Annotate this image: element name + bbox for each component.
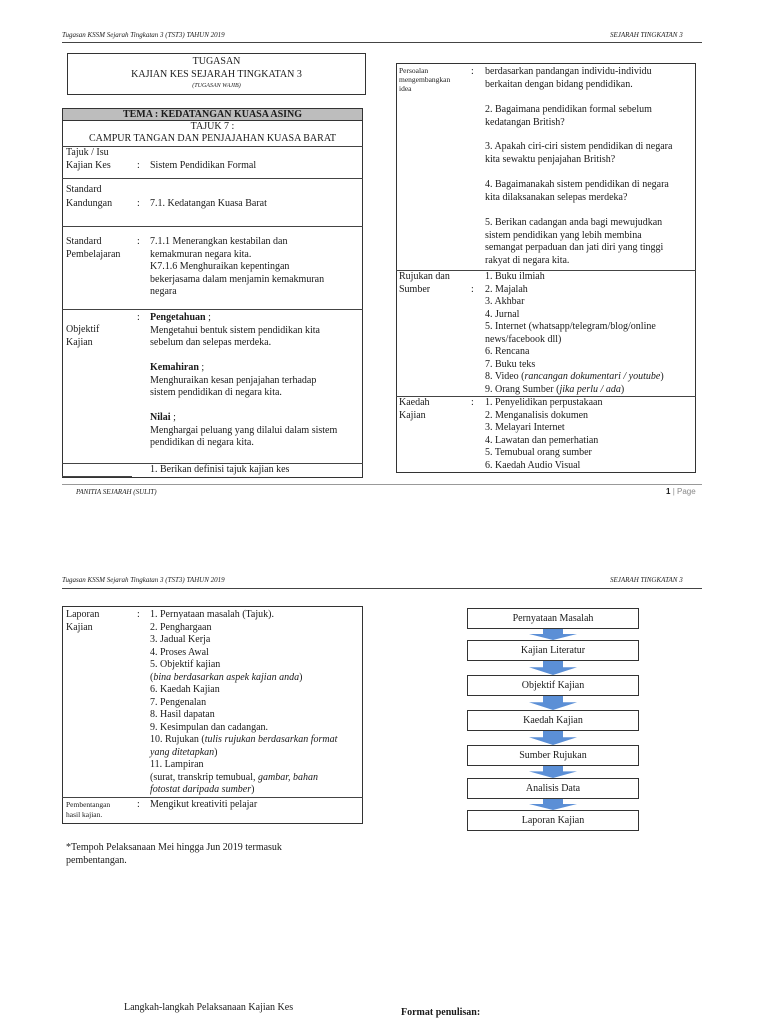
tajuk-title: CAMPUR TANGAN DAN PENJAJAHAN KUASA BARAT	[88, 133, 337, 144]
tempoh-note-2: pembentangan.	[66, 855, 127, 866]
format-caption: Format penulisan:	[401, 1007, 481, 1018]
flow-arrow-icon	[523, 661, 583, 675]
kaedah-item: 6. Kaedah Audio Visual	[485, 459, 581, 471]
laporan-item-10-note-2: yang ditetapkan	[150, 746, 215, 758]
tajuk-label-1: Tajuk / Isu	[66, 147, 109, 158]
question-line: kita dilaksanakan selepas merdeka?	[485, 191, 628, 203]
kemahiran-line: sistem pendidikan di negara kita.	[150, 387, 282, 398]
rujukan-item-8	[485, 371, 693, 384]
kaedah-item: 4. Lawatan dan pemerhatian	[485, 434, 599, 446]
laporan-item: 1. Pernyataan masalah (Tajuk).	[150, 609, 274, 620]
page1-header-right: SEJARAH TINGKATAN 3	[610, 31, 683, 39]
sp-line: kemakmuran negara kita.	[150, 248, 252, 260]
question-line: berkaitan dengan bidang pendidikan.	[485, 78, 633, 90]
question-line: kedatangan British?	[485, 116, 565, 128]
laporan-item-11-note-b: gambar, bahan	[258, 771, 319, 783]
rujukan-item: 2. Majalah	[485, 283, 528, 295]
title-box	[67, 53, 366, 95]
tempoh-note-1: *Tempoh Pelaksanaan Mei hingga Jun 2019 termasuk	[66, 842, 282, 853]
kemahiran-head: Kemahiran	[150, 362, 199, 373]
page2-header-rule	[62, 588, 702, 589]
rujukan-item-9	[485, 384, 693, 397]
page2-header-right: SEJARAH TINGKATAN 3	[610, 576, 683, 584]
flow-arrow-shape	[529, 731, 577, 745]
tajuk-colon: :	[137, 160, 140, 171]
rujukan-list	[485, 271, 693, 396]
rujukan-item-9-close: )	[620, 383, 625, 395]
kaedah-colon: :	[471, 397, 474, 408]
title-line1: TUGASAN	[192, 56, 241, 67]
obj-label-2: Kajian	[66, 337, 93, 348]
title-line3: (TUGASAN WAJIB)	[192, 83, 241, 89]
rujukan-label-1: Rujukan dan	[399, 271, 450, 282]
laporan-item-11-note-c: fotostat daripada sumber	[150, 784, 252, 795]
page1-footer-right	[666, 487, 696, 496]
flow-step: Sumber Rujukan	[467, 745, 639, 766]
rujukan-item-9-lead: 9. Orang Sumber (	[485, 383, 560, 395]
page1-header-rule	[62, 42, 702, 43]
sp-label-1: Standard	[66, 236, 102, 247]
sp-line: negara	[150, 286, 177, 297]
persoalan-questions	[485, 66, 693, 267]
kaedah-item: 3. Melayari Internet	[485, 422, 565, 433]
rujukan-item: 5. Internet (whatsapp/telegram/blog/online	[485, 321, 656, 332]
sp-label-2: Pembelajaran	[66, 249, 121, 260]
flow-step: Kaedah Kajian	[467, 710, 639, 731]
kemahiran-line: Menghuraikan kesan penjajahan terhadap	[150, 374, 317, 386]
pengetahuan-line: Mengetahui bentuk sistem pendidikan kita	[150, 324, 320, 336]
sp-line: 7.1.1 Menerangkan kestabilan dan	[150, 236, 288, 247]
flow-arrow-shape	[529, 629, 577, 640]
question-line: rakyat di negara kita.	[485, 254, 570, 266]
rujukan-item: 1. Buku ilmiah	[485, 271, 545, 282]
flow-arrow-icon	[523, 696, 583, 710]
laporan-item: 8. Hasil dapatan	[150, 709, 215, 720]
question-line: 5. Berikan cadangan anda bagi mewujudkan	[485, 217, 663, 228]
kaedah-item: 1. Penyelidikan perpustakaan	[485, 397, 603, 408]
rujukan-item: news/facebook dll)	[485, 333, 562, 345]
page1-footer-rule	[62, 484, 702, 485]
sk-label-1: Standard	[66, 184, 102, 195]
question-line: 4. Bagaimanakah sistem pendidikan di negara	[485, 179, 669, 190]
laporan-item-5-note: bina berdasarkan aspek kajian anda	[153, 671, 300, 683]
laporan-item: 2. Penghargaan	[150, 621, 212, 633]
question-line: sistem pendidikan yang lebih membina	[485, 229, 642, 241]
rujukan-item-8-close: )	[660, 371, 664, 382]
left-rule-4	[62, 309, 363, 310]
left-rule-3	[62, 226, 363, 227]
page1-footer-left: PANITIA SEJARAH (SULIT)	[76, 488, 157, 496]
left-rule-6	[62, 476, 132, 477]
kaedah-item: 2. Menganalisis dokumen	[485, 409, 589, 421]
rujukan-item-9-note: jika perlu / ada	[559, 383, 621, 395]
flow-arrow-shape	[529, 799, 577, 810]
pengetahuan-head: Pengetahuan	[150, 312, 206, 323]
pembentangan-colon: :	[137, 799, 140, 810]
persoalan-colon: :	[471, 66, 474, 77]
sp-line: bekerjasama dalam menjamin kemakmuran	[150, 273, 325, 285]
persoalan-label-line: idea	[399, 84, 412, 93]
page-number: 1	[666, 487, 671, 496]
tajuk-value: Sistem Pendidikan Formal	[150, 160, 257, 171]
obj-value: Pengetahuan ; Mengetahui bentuk sistem pendidikan kita sebelum dan selepas merdeka. Kemahiran ; Menghuraikan kesan penjajahan terhadap sistem pendidikan di negara kita. Nilai ; Menghargai peluang yang dilalui dalam sistem pendidikan di negara kita.	[150, 312, 362, 450]
sk-colon: :	[137, 198, 140, 209]
rujukan-label-2: Sumber	[399, 284, 431, 295]
flow-arrow-icon	[523, 766, 583, 778]
laporan-item: 9. Kesimpulan dan cadangan.	[150, 721, 269, 733]
pembentangan-value: Mengikut kreativiti pelajar	[150, 799, 258, 810]
tema-text: TEMA : KEDATANGAN KUASA ASING	[122, 109, 303, 120]
rujukan-item-8-lead: 8. Video (	[485, 371, 525, 382]
laporan-item: 4. Proses Awal	[150, 646, 209, 658]
laporan-list: 1. Pernyataan masalah (Tajuk). 2. Penghargaan 3. Jadual Kerja 4. Proses Awal 5. Objektif kajian (bina berdasarkan aspek kajian anda) 6. Kaedah Kajian 7. Pengenalan 8. Hasil dapatan 9. Kesimpulan dan cadangan. 10. Rujukan (tulis rujukan berdasarkan format yang ditetapkan) 11. Lampiran (surat, transkrip temubual, gambar, bahan fotostat daripada sumber)	[150, 609, 360, 797]
laporan-item-11: 11. Lampiran	[150, 759, 204, 770]
laporan-colon: :	[137, 609, 140, 620]
persoalan-label-line: Persoalan	[399, 66, 429, 75]
rujukan-item: 7. Buku teks	[485, 358, 536, 370]
sk-label-2: Kandungan	[66, 198, 113, 209]
flow-arrow-shape	[529, 696, 577, 710]
sp-colon: :	[137, 236, 140, 247]
nilai-head: Nilai	[150, 412, 171, 423]
page-word: Page	[677, 487, 696, 496]
tajuk-label-2: Kajian Kes	[66, 160, 111, 171]
obj-colon: :	[137, 312, 140, 323]
nilai-line: Menghargai peluang yang dilalui dalam sistem	[150, 424, 338, 436]
page1-header-left: Tugasan KSSM Sejarah Tingkatan 3 (TST3) TAHUN 2019	[62, 31, 225, 39]
title-line2: KAJIAN KES SEJARAH TINGKATAN 3	[131, 69, 302, 80]
left-rule-2	[62, 178, 363, 179]
rujukan-item-8-note: rancangan dokumentari / youtube	[524, 371, 661, 382]
question-line: berdasarkan pandangan individu-individu	[485, 66, 652, 77]
nilai-line: pendidikan di negara kita.	[150, 437, 254, 448]
flow-step: Pernyataan Masalah	[467, 608, 639, 629]
laporan-item: 6. Kaedah Kajian	[150, 684, 220, 695]
pengetahuan-line: sebelum dan selepas merdeka.	[150, 337, 272, 348]
laporan-item: 5. Objektif kajian	[150, 659, 221, 670]
flow-arrow-icon	[523, 629, 583, 640]
laporan-item-10: 10. Rujukan (	[150, 734, 205, 745]
rujukan-colon: :	[471, 284, 474, 295]
kaedah-list	[485, 397, 693, 472]
laporan-rule	[62, 797, 363, 798]
laporan-item-11-note-a: (surat, transkrip temubual,	[150, 771, 259, 783]
sk-value: 7.1. Kedatangan Kuasa Barat	[150, 198, 267, 209]
langkah-caption: Langkah-langkah Pelaksanaan Kajian Kes	[124, 1002, 294, 1013]
laporan-item: 7. Pengenalan	[150, 696, 207, 708]
kaedah-label-1: Kaedah	[399, 397, 430, 408]
flow-step: Kajian Literatur	[467, 640, 639, 661]
flow-arrow-icon	[523, 799, 583, 810]
question-line: semangat perpaduan dan jati diri yang tinggi	[485, 242, 664, 253]
laporan-item-10-note: tulis rujukan berdasarkan format	[204, 734, 338, 745]
page2-header-left: Tugasan KSSM Sejarah Tingkatan 3 (TST3) TAHUN 2019	[62, 576, 225, 584]
q1-text: 1. Berikan definisi tajuk kajian kes	[150, 464, 290, 475]
laporan-label-1: Laporan	[66, 609, 100, 620]
flow-arrow-shape	[529, 766, 577, 778]
question-line: kita sewaktu penjajahan British?	[485, 153, 616, 165]
pembentangan-label-2: hasil kajian.	[66, 810, 103, 819]
flow-arrow-shape	[529, 661, 577, 675]
obj-label-1: Objektif	[66, 324, 100, 335]
persoalan-label	[399, 66, 450, 93]
tajuk-num: TAJUK 7 :	[190, 121, 235, 132]
question-line: 3. Apakah ciri-ciri sistem pendidikan di negara	[485, 141, 673, 152]
rujukan-item: 3. Akhbar	[485, 296, 525, 307]
pembentangan-label-1: Pembentangan	[66, 800, 111, 809]
kaedah-label-2: Kajian	[399, 410, 426, 421]
laporan-label-2: Kajian	[66, 622, 93, 633]
question-line: 2. Bagaimana pendidikan formal sebelum	[485, 104, 652, 115]
flow-arrow-icon	[523, 731, 583, 745]
page-separator: |	[672, 487, 675, 496]
kaedah-item: 5. Temubual orang sumber	[485, 447, 592, 458]
persoalan-label-line: mengembangkan	[399, 75, 451, 84]
rujukan-item: 4. Jurnal	[485, 308, 520, 320]
sp-value	[150, 236, 360, 299]
flow-step: Analisis Data	[467, 778, 639, 799]
flow-step: Laporan Kajian	[467, 810, 639, 831]
laporan-item: 3. Jadual Kerja	[150, 634, 211, 645]
flow-step: Objektif Kajian	[467, 675, 639, 696]
rujukan-item: 6. Rencana	[485, 346, 530, 357]
sp-line: K7.1.6 Menghuraikan kepentingan	[150, 261, 290, 272]
